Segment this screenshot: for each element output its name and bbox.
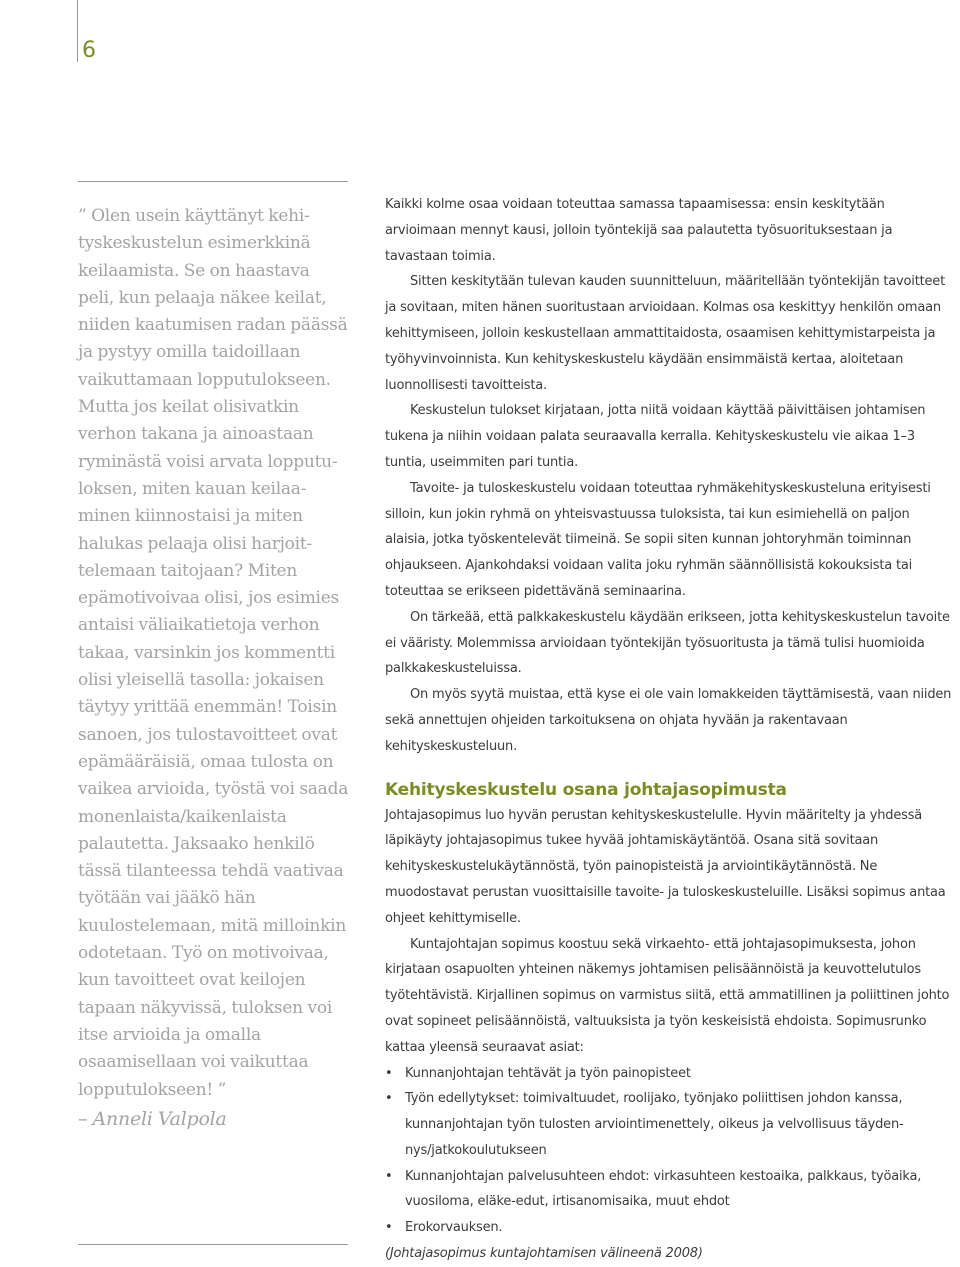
paragraph: Kuntajohtajan sopimus koostuu sekä virkaehto- että johtajasopimuksesta, johon kirjataan osapuolten yhteinen näkemys johtamisen pelisäännöistä ja keuvottelutulos työtehtävistä. Kirjallinen sopimus on varmistus siitä, että ammatillinen ja poliittinen johto ovat sopineet pelisäännöistä, valtuuksista ja työn keskeisistä ehdoista. Sopimusrunko kattaa yleensä seuraavat asiat: <box>385 936 950 1055</box>
quote-text: ” Olen usein käyttänyt kehityskeskustelun esimerkkinä keilaamista. Se on haastava peli, kun pelaaja näkee keilat, niiden kaatumisen radan päässä ja pystyy omilla taidoillaan vaikuttamaan lopputulokseen. Mutta jos keilat olisivatkin verhon takana ja ainoastaan ryminästä voisi arvata lopputuloksen, miten kauan keilaaminen kiinnostaisi ja miten halukas pelaaja olisi harjoittelemaan taitojaan? Miten epämotivoivaa olisi, jos esimies antaisi väliaikatietoja verhon takaa, varsinkin jos kommentti olisi yleisellä tasolla: jokaisen täytyy yrittää enemmän! Toisin sanoen, jos tulostavoitteet ovat epämääräisiä, omaa tulosta on vaikea arvioida, työstä voi saada monenlaista/kaikenlaista palautetta. Jaksaako henkilö tässä tilanteessa tehdä vaativaa työtään vai jääkö hän kuulostelemaan, mitä milloinkin odotetaan. Työ on motivoivaa, kun tavoitteet ovat keilojen tapaan näkyvissä, tuloksen voi itse arvioida ja omalla osaamisellaan voi vaikuttaa lopputulokseen! ” <box>78 206 349 1100</box>
paragraph: Sitten keskitytään tulevan kauden suunnitteluun, määritellään työntekijän tavoitteet ja sovitaan, miten hänen suoritustaan arvioidaan. Kolmas osa keskittyy henkilön omaan kehittymiseen, jolloin keskustellaan ammattitaidosta, osaamisen kehittymistarpeista ja työhyvinvoinnista. Kun kehityskeskustelu käydään ensimmäistä kertaa, aloitetaan luonnollisesti tavoitteista. <box>385 274 945 393</box>
list-item: • Kunnanjohtajan tehtävät ja työn painopisteet <box>385 1061 956 1087</box>
source-citation: (Johtajasopimus kuntajohtamisen välineenä 2008) <box>385 1246 703 1262</box>
paragraph: On tärkeää, että palkkakeskustelu käydään erikseen, jotta kehityskeskustelun tavoite ei vääristy. Molemmissa arvioidaan työntekijän työsuoritusta ja tämä tulisi huomioida palkkakeskusteluissa. <box>385 609 950 677</box>
section-heading: Kehityskeskustelu osana johtajasopimusta <box>385 779 787 800</box>
list-item: • Työn edellytykset: toimivaltuudet, roolijako, työnjako poliittisen johdon kanssa, kunnanjohtajan työn tulosten arviointimenettely, oikeus ja velvollisuus täydennys/jatkokoulutukseen <box>385 1086 956 1163</box>
main-text-column <box>385 192 956 1267</box>
paragraph: Keskustelun tulokset kirjataan, jotta niitä voidaan käyttää päivittäisen johtamisen tukena ja niihin voidaan palata seuraavalla kerralla. Kehityskeskustelu vie aikaa 1–3 tuntia, useimmiten pari tuntia. <box>385 403 926 470</box>
list-item: • Kunnanjohtajan palvelusuhteen ehdot: virkasuhteen kestoaika, palkkaus, työaika, vuosiloma, eläke-edut, irtisanomisaika, muut ehdot <box>385 1164 956 1216</box>
pull-quote <box>78 203 350 1133</box>
quote-bottom-rule <box>78 1244 348 1245</box>
paragraph: Tavoite- ja tuloskeskustelu voidaan toteuttaa ryhmäkehityskeskusteluna erityisesti silloin, kun jokin ryhmä on yhteisvastuussa tuloksista, tai kun esimiehellä on paljon alaisia, jotka työskentelevät tiimeinä. Se sopii siten kunnan johtoryhmän toiminnan ohjaukseen. Ajankohdaksi voidaan valita joku ryhmän säännöllisistä kokouksista tai toteuttaa se erikseen pidettävänä seminaarina. <box>385 480 931 599</box>
quote-top-rule <box>78 181 348 182</box>
paragraph: On myös syytä muistaa, että kyse ei ole vain lomakkeiden täyttämisestä, vaan niiden sekä annettujen ohjeiden tarkoituksena on ohjata hyvään ja rakentavaan kehityskeskusteluun. <box>385 687 952 754</box>
page-number: 6 <box>82 38 96 63</box>
header-vertical-rule <box>77 0 78 62</box>
quote-author: – Anneli Valpola <box>78 1107 227 1130</box>
bullet-list <box>385 1061 956 1242</box>
paragraph: Johtajasopimus luo hyvän perustan kehityskeskustelulle. Hyvin määritelty ja yhdessä läpikäyty johtajasopimus tukee hyvää johtamiskäytäntöä. Osana sitä sovitaan kehityskeskustelukäytännöstä, työn painopisteistä ja arviointikäytännöstä. Ne muodostavat perustan vuosittaisille tavoite- ja tuloskeskusteluille. Lisäksi sopimus antaa ohjeet kehittymiselle. <box>385 807 946 926</box>
paragraph: Kaikki kolme osaa voidaan toteuttaa samassa tapaamisessa: ensin keskitytään arvioimaan mennyt kausi, jolloin työntekijä saa palautetta työsuorituksestaan ja tavastaan toimia. <box>385 197 893 264</box>
list-item: • Erokorvauksen. <box>385 1215 956 1241</box>
